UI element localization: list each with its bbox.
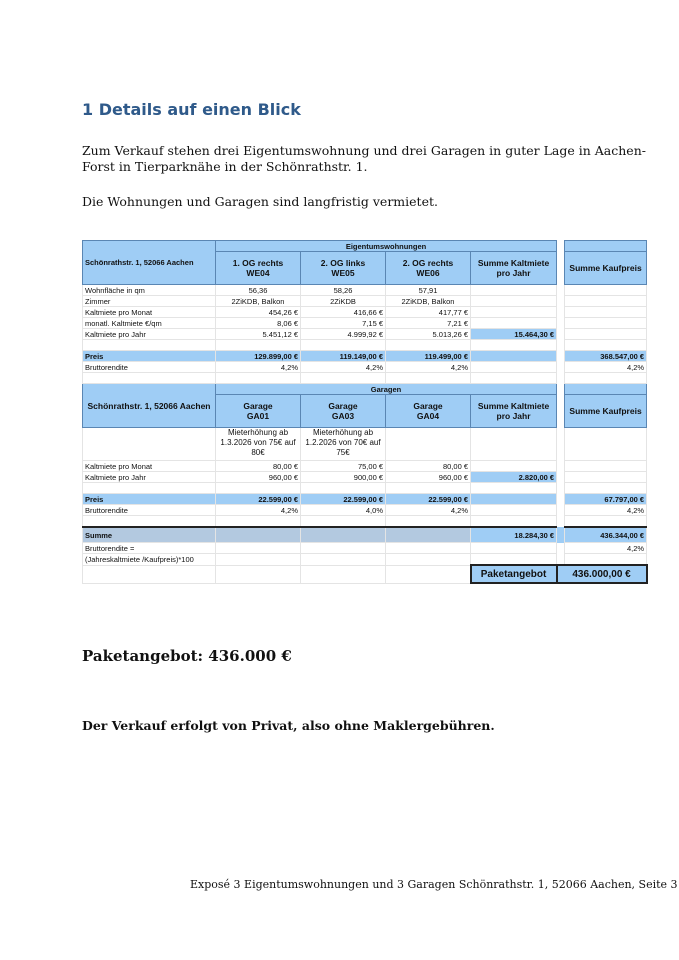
section-heading: 1 Details auf einen Blick [82,100,301,119]
table-cell [471,340,557,351]
table-cell [557,554,565,566]
table-cell: 4,2% [565,362,647,373]
table-cell: 75,00 € [301,461,386,472]
table-cell [386,428,471,461]
table-cell [565,340,647,351]
table-cell: 4,2% [565,505,647,516]
table-cell: 7,15 € [301,318,386,329]
table-cell: Bruttorendite [83,505,216,516]
private-sale-note: Der Verkauf erfolgt von Privat, also ohne Maklergebühren. [82,718,495,733]
table-cell: 4,0% [301,505,386,516]
table-cell: 15.464,30 € [471,329,557,340]
table-cell [301,373,386,384]
table-cell: 22.599,00 € [386,494,471,505]
table-cell: 119.149,00 € [301,351,386,362]
table-cell [216,527,301,543]
table-cell [565,307,647,318]
table-cell: 129.899,00 € [216,351,301,362]
table-cell [216,565,301,583]
table-cell [83,516,216,528]
table-cell [301,543,386,554]
sum-rent-header: Summe Kaltmiete pro Jahr [471,395,557,428]
apt-yield-row [83,362,647,373]
table-cell: Preis [83,494,216,505]
sum-rent-header: Summe Kaltmiete pro Jahr [471,252,557,285]
table-cell: 5.451,12 € [216,329,301,340]
table-cell [471,543,557,554]
table-cell: Kaltmiete pro Jahr [83,472,216,483]
table-cell [565,384,647,395]
table-cell [83,483,216,494]
table-cell [471,461,557,472]
table-cell [557,373,565,384]
table-cell [386,516,471,528]
table-row [83,461,647,472]
table-cell: 416,66 € [301,307,386,318]
table-cell [386,554,471,566]
table-cell [471,494,557,505]
table-cell: Kaltmiete pro Jahr [83,329,216,340]
table-cell [471,362,557,373]
table-cell [565,318,647,329]
table-cell: 4,2% [301,362,386,373]
apartments-group-header: Eigentumswohnungen [216,241,557,252]
table-cell [301,516,386,528]
table-cell: Wohnfläche in qm [83,285,216,296]
table-cell: 2.820,00 € [471,472,557,483]
table-cell [471,516,557,528]
table-cell [471,483,557,494]
table-cell [557,494,565,505]
table-cell [301,340,386,351]
apartment-header: 2. OG rechts WE06 [386,252,471,285]
table-cell [557,329,565,340]
table-cell [301,554,386,566]
paket-label: Paketangebot [471,565,557,583]
table-cell [386,340,471,351]
table-cell: Preis [83,351,216,362]
table-cell [471,318,557,329]
table-cell [386,373,471,384]
table-cell [557,395,565,428]
table-cell [83,340,216,351]
table-cell: 67.797,00 € [565,494,647,505]
table-cell: Mieterhöhung ab 1.3.2026 von 75€ auf 80€ [216,428,301,461]
table-cell [301,565,386,583]
table-cell [565,472,647,483]
table-cell [386,483,471,494]
table-cell [557,505,565,516]
table-cell: 4,2% [216,362,301,373]
table-cell [557,527,565,543]
table-row [83,285,647,296]
table-cell: 4.999,92 € [301,329,386,340]
table-cell: Bruttorendite [83,362,216,373]
table-cell [301,527,386,543]
table-cell [557,351,565,362]
apt-price-row [83,351,647,362]
table-row [83,329,647,340]
garages-group-header: Garagen [216,384,557,395]
table-cell [565,373,647,384]
table-cell [557,241,565,252]
table-cell [565,241,647,252]
table-cell [471,351,557,362]
table-cell: Bruttorendite = [83,543,216,554]
table-cell [565,554,647,566]
table-row [83,472,647,483]
address-header: Schönrathstr. 1, 52066 Aachen [83,241,216,285]
table-cell [216,554,301,566]
table-cell [557,318,565,329]
table-cell [557,516,565,528]
table-cell: 960,00 € [216,472,301,483]
table-cell [565,428,647,461]
table-cell: 4,2% [386,505,471,516]
garage-price-row [83,494,647,505]
table-cell: 900,00 € [301,472,386,483]
table-cell: 57,91 [386,285,471,296]
garage-header: Garage GA01 [216,395,301,428]
table-cell: 454,26 € [216,307,301,318]
table-cell [83,373,216,384]
table-cell: (Jahreskaltmiete /Kaufpreis)*100 [83,554,216,566]
garage-header: Garage GA04 [386,395,471,428]
table-cell [565,285,647,296]
paket-offer: Paketangebot: 436.000 € [82,647,292,665]
table-cell: Mieterhöhung ab 1.2.2026 von 70€ auf 75€ [301,428,386,461]
table-cell [471,307,557,318]
table-cell: monatl. Kaltmiete €/qm [83,318,216,329]
sum-price-header: Summe Kaufpreis [565,395,647,428]
table-cell: 80,00 € [216,461,301,472]
table-cell: 8,06 € [216,318,301,329]
table-cell [565,329,647,340]
table-cell: 2ZiKDB, Balkon [216,296,301,307]
table-cell [386,527,471,543]
table-cell: 4,2% [386,362,471,373]
apartment-header: 2. OG links WE05 [301,252,386,285]
table-cell [301,483,386,494]
table-cell: Kaltmiete pro Monat [83,461,216,472]
table-cell [216,483,301,494]
table-cell [216,543,301,554]
table-row [83,318,647,329]
table-cell: 119.499,00 € [386,351,471,362]
table-cell [471,428,557,461]
table-cell: 22.599,00 € [216,494,301,505]
table-cell [471,285,557,296]
table-cell: 4,2% [216,505,301,516]
table-cell [557,296,565,307]
garage-yield-row [83,505,647,516]
sum-price-header: Summe Kaufpreis [565,252,647,285]
paket-value: 436.000,00 € [557,565,647,583]
table-row [83,296,647,307]
table-cell [216,516,301,528]
table-cell [557,543,565,554]
table-cell [216,340,301,351]
table-cell [216,373,301,384]
table-cell [557,428,565,461]
table-cell: 368.547,00 € [565,351,647,362]
garage-notes-row [83,428,647,461]
address-header-garages: Schönrathstr. 1, 52066 Aachen [83,384,216,428]
table-row [83,307,647,318]
table-cell [565,516,647,528]
table-cell [557,483,565,494]
table-cell: 7,21 € [386,318,471,329]
table-cell [471,505,557,516]
table-cell [557,252,565,285]
table-cell [471,554,557,566]
rented-text: Die Wohnungen und Garagen sind langfristig vermietet. [82,194,438,209]
table-cell [557,461,565,472]
overview-table [82,240,648,584]
table-cell: 417,77 € [386,307,471,318]
table-cell [557,362,565,373]
garage-header: Garage GA03 [301,395,386,428]
table-cell [565,296,647,307]
table-cell: 80,00 € [386,461,471,472]
table-cell [557,340,565,351]
table-cell: Kaltmiete pro Monat [83,307,216,318]
table-cell [557,307,565,318]
table-cell [386,543,471,554]
table-cell [386,565,471,583]
table-cell: 960,00 € [386,472,471,483]
table-cell [471,296,557,307]
table-cell: 18.284,30 € [471,527,557,543]
table-cell: 2ZiKDB [301,296,386,307]
apartment-header: 1. OG rechts WE04 [216,252,301,285]
table-cell: 56,36 [216,285,301,296]
table-cell: Zimmer [83,296,216,307]
table-cell [83,565,216,583]
intro-text: Zum Verkauf stehen drei Eigentumswohnung und drei Garagen in guter Lage in Aachen-Forst in Tierparknähe in der Schönrathstr. 1. [82,143,646,174]
table-cell: 2ZiKDB, Balkon [386,296,471,307]
table-cell [557,472,565,483]
table-cell [565,461,647,472]
table-cell: Summe [83,527,216,543]
table-cell: 58,26 [301,285,386,296]
table-cell: 436.344,00 € [565,527,647,543]
summe-row [83,527,647,543]
page-footer: Exposé 3 Eigentumswohnungen und 3 Garagen Schönrathstr. 1, 52066 Aachen, Seite 3 [190,878,678,891]
table-cell [471,373,557,384]
table-cell [565,483,647,494]
table-cell: 22.599,00 € [301,494,386,505]
table-cell: 4,2% [565,543,647,554]
table-cell [83,428,216,461]
table-cell: 5.013,26 € [386,329,471,340]
table-cell [557,285,565,296]
table-cell [557,384,565,395]
